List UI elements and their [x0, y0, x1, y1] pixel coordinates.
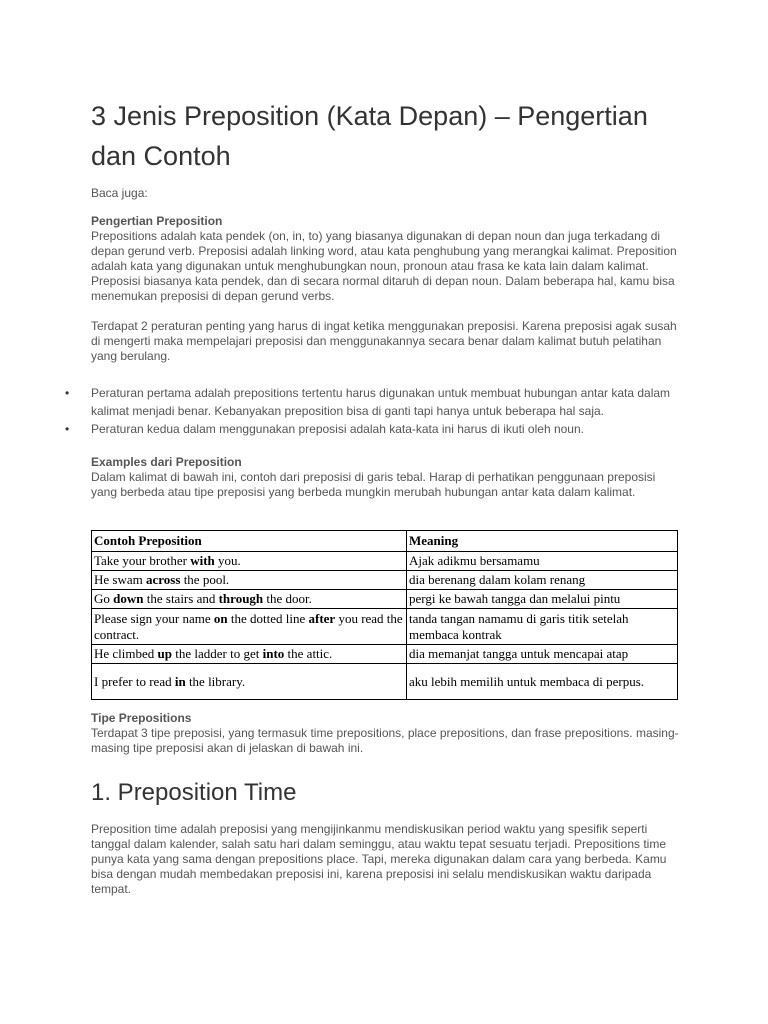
- list-item: • Peraturan kedua dalam menggunakan preposisi adalah kata-kata ini harus di ikuti oleh noun.: [65, 422, 584, 436]
- table-row: [92, 571, 678, 590]
- example-text: I prefer to read: [94, 673, 175, 689]
- meaning-cell: dia memanjat tangga untuk mencapai atap: [407, 645, 678, 664]
- rules-list: [65, 384, 681, 438]
- example-cell: [92, 552, 407, 571]
- column-header-example: Contoh Preposition: [92, 531, 407, 552]
- table-row: [92, 552, 678, 571]
- preposition-word: in: [174, 673, 186, 689]
- tipe-paragraph: Terdapat 3 tipe preposisi, yang termasuk time prepositions, place prepositions, dan frase prepositions. masing-masing tipe preposisi akan di jelaskan di bawah ini.: [91, 726, 679, 755]
- preposition-word: through: [218, 591, 264, 606]
- example-text: you.: [214, 553, 241, 568]
- preposition-word: with: [190, 553, 215, 568]
- examples-table: [91, 530, 678, 700]
- preposition-word: into: [262, 646, 285, 661]
- example-text: the ladder to get: [172, 646, 263, 661]
- example-cell: [92, 609, 407, 645]
- example-text: He climbed: [94, 646, 158, 661]
- meaning-cell: dia berenang dalam kolam renang: [407, 571, 678, 590]
- table-header-row: [92, 531, 678, 552]
- examples-paragraph: Dalam kalimat di bawah ini, contoh dari preposisi di garis tebal. Harap di perhatikan penggunaan preposisi yang berbeda atau tipe preposisi yang berbeda mungkin merubah hubungan antar kata dalam kalimat.: [91, 470, 656, 499]
- meaning-cell: Ajak adikmu bersamamu: [407, 552, 678, 571]
- example-text: He swam: [94, 572, 146, 587]
- table-row: [92, 645, 678, 664]
- example-text: the dotted line: [227, 610, 309, 626]
- example-text: the attic.: [284, 646, 333, 661]
- meaning-cell: tanda tangan namamu di garis titik setelah membaca kontrak: [407, 609, 678, 645]
- preposition-word: after: [308, 610, 336, 626]
- meaning-cell: aku lebih memilih untuk membaca di perpus.: [407, 664, 678, 700]
- page-title: 3 Jenis Preposition (Kata Depan) – Pengertian dan Contoh: [91, 101, 648, 171]
- example-cell: [92, 645, 407, 664]
- pengertian-heading: Pengertian Preposition: [91, 214, 223, 228]
- table-row: [92, 590, 678, 609]
- rules-intro-paragraph: Terdapat 2 peraturan penting yang harus di ingat ketika menggunakan preposisi. Karena preposisi agak susah di mengerti maka mempelajari preposisi dan menggunakannya secara benar dalam kalimat butuh pelatihan yang berulang.: [91, 319, 677, 363]
- example-text: Please sign your name: [94, 610, 214, 626]
- example-text: the library.: [185, 673, 246, 689]
- list-item: • Peraturan pertama adalah prepositions tertentu harus digunakan untuk membuat hubungan antar kata dalam kalimat menjadi benar. Kebanyakan preposition bisa di ganti tapi hanya untuk beberapa hal saja.: [65, 386, 671, 418]
- bullet-icon: •: [65, 422, 70, 436]
- example-text: the stairs and: [143, 591, 219, 606]
- table-row: [92, 664, 678, 700]
- meaning-cell: pergi ke bawah tangga dan melalui pintu: [407, 590, 678, 609]
- preposition-word: on: [213, 610, 228, 626]
- example-text: Take your brother: [94, 553, 191, 568]
- example-text: the pool.: [180, 572, 230, 587]
- preposition-word: across: [146, 572, 181, 587]
- example-cell: [92, 571, 407, 590]
- preposition-word: up: [157, 646, 173, 661]
- example-text: Go: [94, 591, 114, 606]
- example-cell: [92, 590, 407, 609]
- preposition-word: down: [113, 591, 144, 606]
- example-cell: [92, 664, 407, 700]
- examples-heading: Examples dari Preposition: [91, 455, 242, 469]
- table-row: [92, 609, 678, 645]
- example-text: the door.: [263, 591, 312, 606]
- pengertian-paragraph: Prepositions adalah kata pendek (on, in, to) yang biasanya digunakan di depan noun dan juga terkadang di depan gerund verb. Preposisi adalah linking word, atau kata penghubung yang merangkai kalimat. Preposition adalah kata yang digunakan untuk menghubungkan noun, pronoun atau frasa ke kata lain dalam kalimat. Preposisi biasanya kata pendek, dan di secara normal ditaruh di depan noun. Dalam beberapa hal, kamu bisa menemukan preposisi di depan gerund verbs.: [91, 229, 677, 303]
- column-header-meaning: Meaning: [407, 531, 678, 552]
- baca-juga-label: Baca juga:: [91, 186, 148, 200]
- section-paragraph: Preposition time adalah preposisi yang mengijinkanmu mendiskusikan period waktu yang spesifik seperti tanggal dalam kalender, salah satu hari dalam seminggu, atau waktu tepat sesuatu terjadi. Prepositions time punya kata yang sama dengan prepositions place. Tapi, mereka digunakan dalam cara yang berbeda. Kamu bisa dengan mudah membedakan preposisi ini, karena preposisi ini selalu mendiskusikan waktu daripada tempat.: [91, 822, 667, 896]
- tipe-heading: Tipe Prepositions: [91, 711, 192, 725]
- example-text: you read the contract.: [94, 610, 403, 642]
- bullet-icon: •: [65, 386, 70, 400]
- section-heading: 1. Preposition Time: [91, 779, 297, 806]
